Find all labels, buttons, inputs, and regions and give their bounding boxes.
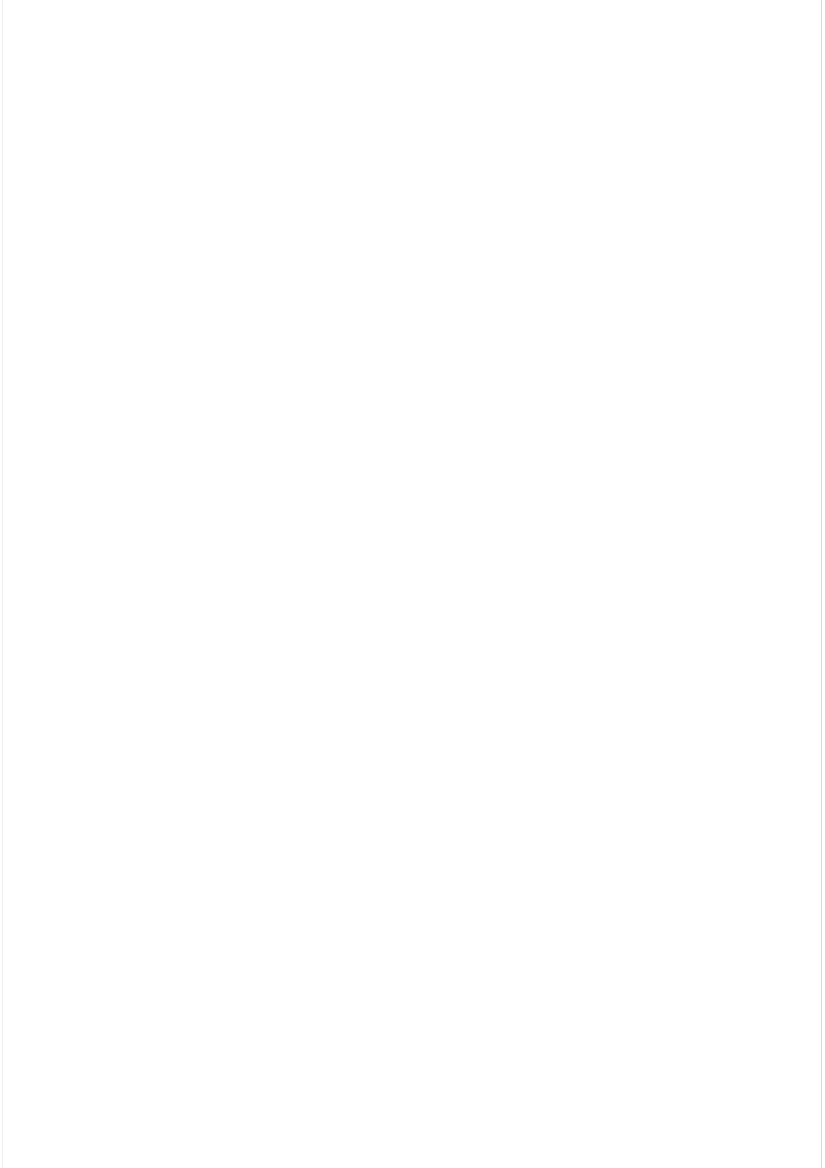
page-header — [0, 160, 825, 180]
table-of-contents — [145, 208, 668, 222]
